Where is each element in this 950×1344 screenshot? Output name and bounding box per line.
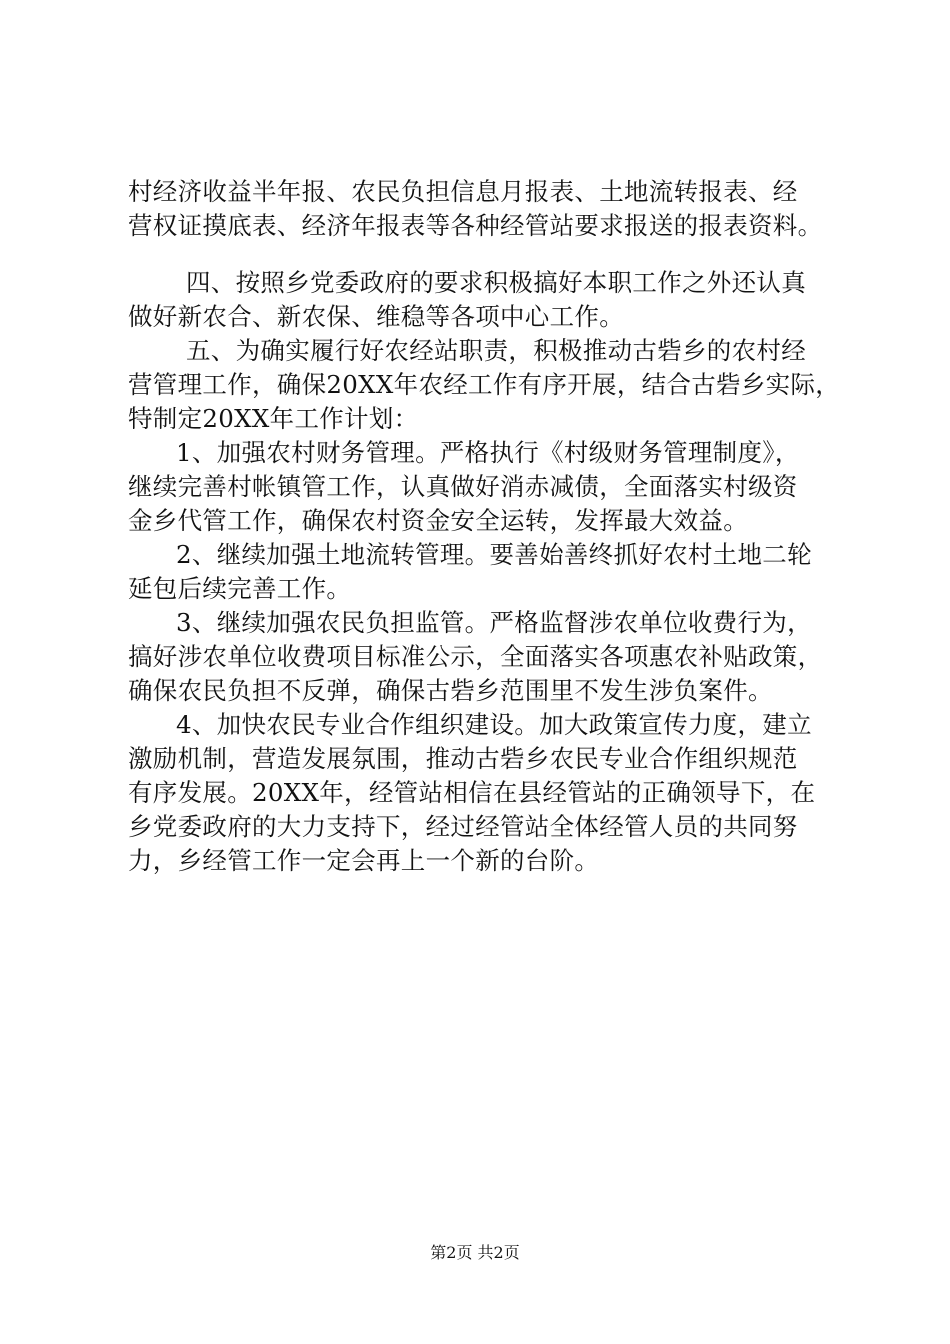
body-text-line: 激励机制，营造发展氛围，推动古砦乡农民专业合作组织规范 [128,744,798,773]
body-text-line: 确保农民负担不反弹，确保古砦乡范围里不发生涉负案件。 [128,676,773,705]
body-text-line: 营权证摸底表、经济年报表等各种经管站要求报送的报表资料。 [128,211,823,240]
body-text-line: 延包后续完善工作。 [128,574,352,603]
body-text-line: 力，乡经管工作一定会再上一个新的台阶。 [128,846,600,875]
body-text-line: 搞好涉农单位收费项目标准公示，全面落实各项惠农补贴政策， [128,642,823,671]
page-number-footer: 第2页 共2页 [430,1243,520,1262]
body-text-line: 金乡代管工作，确保农村资金安全运转，发挥最大效益。 [128,506,748,535]
body-text-line: 乡党委政府的大力支持下，经过经管站全体经管人员的共同努 [128,812,798,841]
body-text-line: 特制定20XX年工作计划： [128,404,419,433]
plan-item-2-first-line: 2、继续加强土地流转管理。要善始善终抓好农村土地二轮 [176,540,812,569]
body-text-line: 有序发展。20XX年，经管站相信在县经管站的正确领导下，在 [128,778,816,807]
body-text-line: 继续完善村帐镇管工作，认真做好消赤减债，全面落实村级资 [128,472,798,501]
plan-item-4-first-line: 4、加快农民专业合作组织建设。加大政策宣传力度，建立 [176,710,812,739]
plan-item-3-first-line: 3、继续加强农民负担监管。严格监督涉农单位收费行为， [176,608,812,637]
body-text-line: 营管理工作，确保20XX年农经工作有序开展，结合古砦乡实际， [128,370,841,399]
plan-item-1-first-line: 1、加强农村财务管理。严格执行《村级财务管理制度》， [176,438,800,467]
body-text-line: 做好新农合、新农保、维稳等各项中心工作。 [128,302,624,331]
paragraph-four-first-line: 四、按照乡党委政府的要求积极搞好本职工作之外还认真 [186,268,806,297]
body-text-line: 村经济收益半年报、农民负担信息月报表、土地流转报表、经 [128,177,798,206]
paragraph-five-first-line: 五、为确实履行好农经站职责，积极推动古砦乡的农村经 [186,336,806,365]
